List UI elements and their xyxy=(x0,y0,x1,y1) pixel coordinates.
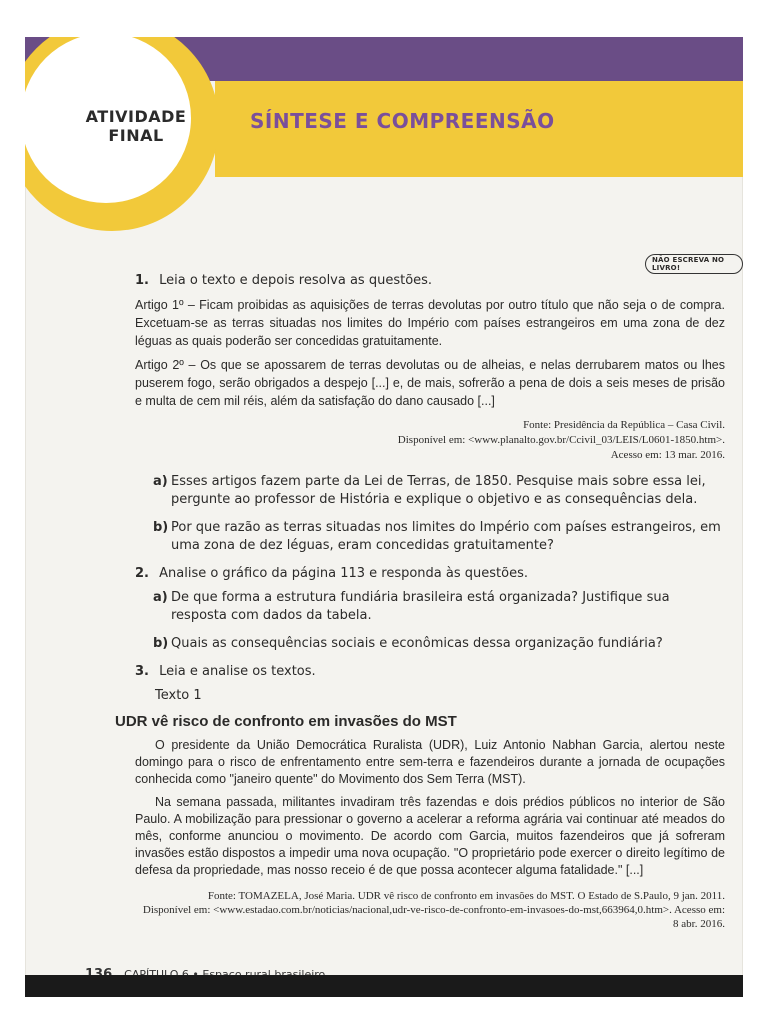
question-text: Leia e analise os textos. xyxy=(159,664,316,679)
question-1 xyxy=(135,272,725,290)
activity-title: ATIVIDADE FINAL xyxy=(85,107,187,145)
article-1: Artigo 1º – Ficam proibidas as aquisições de terras devolutas por outro título que não seja o de compra. Excetuam-se as terras situadas nos limites do Império com países estrangeiros em uma zona de dez léguas as quais poderão ser concedidas gratuitamente. xyxy=(135,298,725,348)
sub-letter: b) xyxy=(153,520,169,535)
sub-text: Por que razão as terras situadas nos limites do Império com países estrangeiros, em uma zona de dez léguas, eram concedidas gratuitamente? xyxy=(171,520,721,553)
question-number: 1. xyxy=(135,273,149,288)
article-2: Artigo 2º – Os que se apossarem de terras devolutas ou de alheias, e nelas derrubarem matos ou lhes puserem fogo, serão obrigados a despejo [...] e, de mais, sofrerão a pena de dois a seis meses de prisão e multa de cem mil réis, além da satisfação do dano causado [...] xyxy=(135,358,725,408)
question-number: 2. xyxy=(135,566,149,581)
sub-question xyxy=(153,635,725,653)
question-number: 3. xyxy=(135,664,149,679)
question-2 xyxy=(135,565,725,583)
sub-text: Esses artigos fazem parte da Lei de Terras, de 1850. Pesquise mais sobre essa lei, pergunte ao professor de História e explique o objetivo e as consequências dela. xyxy=(171,474,706,507)
question-text: Analise o gráfico da página 113 e responda às questões. xyxy=(159,566,528,581)
section-title: SÍNTESE E COMPREENSÃO xyxy=(250,109,555,133)
question-3 xyxy=(135,663,725,681)
sub-text: De que forma a estrutura fundiária brasileira está organizada? Justifique sua resposta com dados da tabela. xyxy=(171,590,670,623)
sub-letter: a) xyxy=(153,474,168,489)
sub-text: Quais as consequências sociais e econômicas dessa organização fundiária? xyxy=(171,636,663,651)
content xyxy=(115,272,725,931)
source-citation: Fonte: Presidência da República – Casa Civil. Disponível em: <www.planalto.gov.br/Ccivil_03/LEIS/L0601-1850.htm>. Acesso em: 13 mar. 2016. xyxy=(397,419,725,461)
sub-question xyxy=(153,589,725,625)
sub-letter: a) xyxy=(153,590,168,605)
news-source: Fonte: TOMAZELA, José Maria. UDR vê risco de confronto em invasões do MST. O Estado de S.Paulo, 9 jan. 2011. Disponível em: <www.estadao.com.br/noticias/nacional,udr-ve-risco-de-confronto-em-invasoes-do-mst,663964,0.htm>. Acesso em: 8 abr. 2016. xyxy=(142,890,725,930)
news-headline: UDR vê risco de confronto em invasões do MST xyxy=(115,713,457,730)
news-paragraph: O presidente da União Democrática Ruralista (UDR), Luiz Antonio Nabhan Garcia, alertou neste domingo para o risco de enfrentamento entre sem-terra e fazendeiros durante a jornada de ocupações conhecida como "janeiro quente" do Movimento dos Sem Terra (MST). xyxy=(135,738,725,786)
scan-border xyxy=(25,975,743,997)
page-scan xyxy=(25,37,743,994)
question-text: Leia o texto e depois resolva as questões. xyxy=(159,273,433,288)
sub-question xyxy=(153,473,725,509)
no-write-notice: NÃO ESCREVA NO LIVRO! xyxy=(645,254,743,274)
sub-question xyxy=(153,519,725,555)
news-paragraph: Na semana passada, militantes invadiram três fazendas e dois prédios públicos no interior de São Paulo. A mobilização para pressionar o governo a acelerar a reforma agrária vai continuar até meados do mês, conforme anunciou o movimento. De acordo com Garcia, muitos fazendeiros que já sofreram invasões estão dispostos a impedir uma nova ocupação. "O proprietário pode exercer o direito legítimo de defesa da propriedade, mas nosso receio é de que possa acontecer alguma fatalidade." [...] xyxy=(135,795,725,877)
text-label: Texto 1 xyxy=(155,688,202,703)
sub-letter: b) xyxy=(153,636,169,651)
